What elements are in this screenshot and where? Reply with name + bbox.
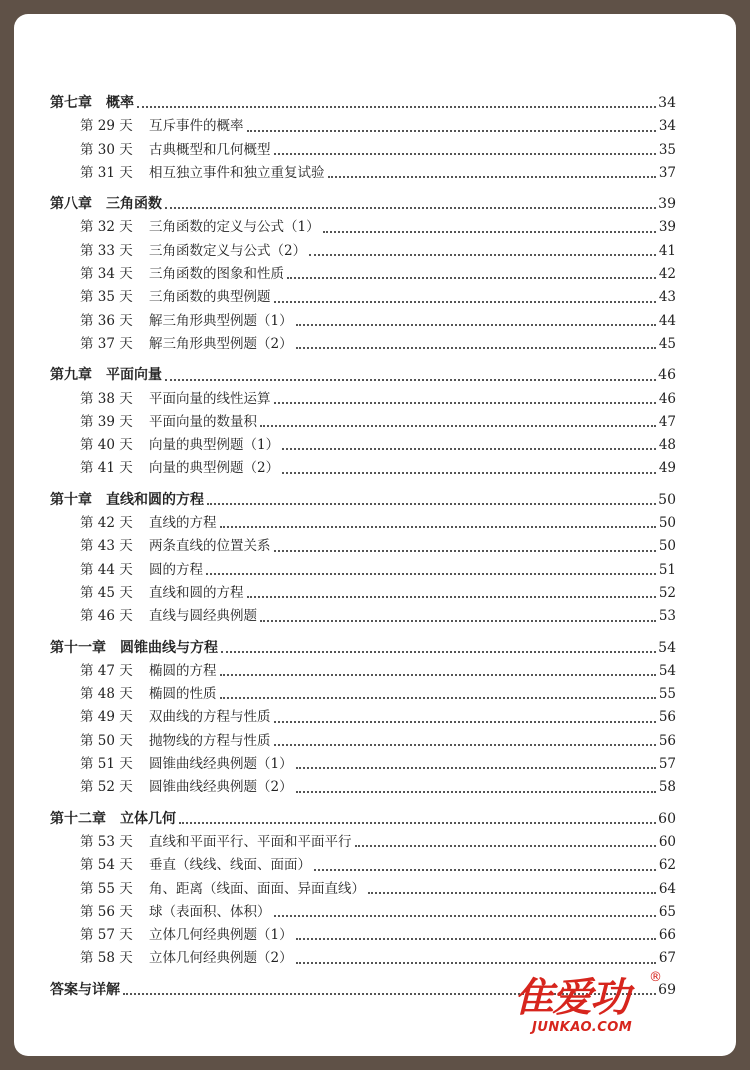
- entry-page-number: 50: [658, 538, 676, 555]
- entry-number: 第 36 天: [80, 312, 133, 329]
- entry-title: 三角函数的定义与公式（1）: [149, 219, 320, 236]
- entry-title: 互斥事件的概率: [149, 118, 244, 135]
- dot-leader: [296, 346, 656, 349]
- entry-page-number: 51: [658, 561, 676, 578]
- entry-page-number: 43: [658, 289, 676, 306]
- entry-number: 第 33 天: [80, 242, 133, 259]
- entry-page-number: 46: [658, 390, 676, 407]
- entry-title: 三角函数定义与公式（2）: [149, 242, 307, 259]
- entry-title: 球（表面积、体积）: [149, 903, 271, 920]
- entry-page-number: 37: [658, 164, 676, 181]
- entry-title: 答案与详解: [50, 981, 120, 998]
- entry-page-number: 67: [658, 950, 676, 967]
- entry-number: 第 53 天: [80, 833, 133, 850]
- entry-number: 第 41 天: [80, 460, 133, 477]
- junkao-watermark-logo: [514, 970, 664, 1046]
- chapter-entry: [50, 364, 676, 387]
- chapter-section: [50, 637, 676, 800]
- day-entry: [50, 559, 676, 582]
- entry-number: 第 56 天: [80, 903, 133, 920]
- entry-page-number: 35: [658, 141, 676, 158]
- entry-title: 相互独立事件和独立重复试验: [149, 164, 325, 181]
- day-entry: [50, 411, 676, 434]
- entry-title: 平面向量: [106, 367, 162, 384]
- entry-number: 第 47 天: [80, 662, 133, 679]
- entry-title: 解三角形典型例题（2）: [149, 335, 293, 352]
- entry-number: 第十章: [50, 491, 92, 508]
- entry-page-number: 60: [658, 810, 676, 827]
- entry-page-number: 62: [658, 857, 676, 874]
- day-entry: [50, 947, 676, 970]
- entry-page-number: 46: [658, 367, 676, 384]
- entry-number: 第 29 天: [80, 118, 133, 135]
- dot-leader: [296, 937, 656, 940]
- dot-leader: [282, 471, 656, 474]
- entry-page-number: 49: [658, 460, 676, 477]
- entry-title: 向量的典型例题（1）: [149, 437, 280, 454]
- entry-number: 第 44 天: [80, 561, 133, 578]
- day-entry: [50, 660, 676, 683]
- entry-title: 椭圆的性质: [149, 686, 217, 703]
- dot-leader: [220, 525, 657, 528]
- dot-leader: [165, 378, 656, 381]
- entry-title: 古典概型和几何概型: [149, 141, 271, 158]
- entry-title: 平面向量的线性运算: [149, 390, 271, 407]
- dot-leader: [274, 549, 657, 552]
- entry-page-number: 57: [658, 756, 676, 773]
- entry-page-number: 56: [658, 709, 676, 726]
- entry-page-number: 50: [658, 491, 676, 508]
- entry-number: 第 45 天: [80, 584, 133, 601]
- dot-leader: [179, 821, 656, 824]
- entry-page-number: 41: [658, 242, 676, 259]
- entry-number: 第 43 天: [80, 538, 133, 555]
- entry-title: 直线的方程: [149, 515, 217, 532]
- day-entry: [50, 512, 676, 535]
- entry-number: 第 50 天: [80, 732, 133, 749]
- page: [14, 14, 736, 1056]
- chapter-entry: [50, 489, 676, 512]
- chapter-section: [50, 92, 676, 185]
- chapter-section: [50, 364, 676, 480]
- entry-page-number: 52: [658, 584, 676, 601]
- day-entry: [50, 831, 676, 854]
- entry-title: 角、距离（线面、面面、异面直线）: [149, 880, 365, 897]
- chapter-section: [50, 193, 676, 356]
- entry-page-number: 54: [658, 639, 676, 656]
- dot-leader: [328, 175, 657, 178]
- entry-page-number: 34: [658, 118, 676, 135]
- entry-number: 第 40 天: [80, 437, 133, 454]
- day-entry: [50, 139, 676, 162]
- dot-leader: [274, 743, 657, 746]
- dot-leader: [137, 105, 656, 108]
- day-entry: [50, 753, 676, 776]
- dot-leader: [355, 844, 657, 847]
- dot-leader: [207, 502, 656, 505]
- dot-leader: [274, 401, 657, 404]
- entry-number: 第 42 天: [80, 515, 133, 532]
- entry-number: 第 35 天: [80, 289, 133, 306]
- dot-leader: [220, 673, 657, 676]
- chapter-section: [50, 489, 676, 629]
- day-entry: [50, 310, 676, 333]
- day-entry: [50, 216, 676, 239]
- entry-page-number: 65: [658, 903, 676, 920]
- chapter-entry: [50, 92, 676, 115]
- day-entry: [50, 854, 676, 877]
- day-entry: [50, 683, 676, 706]
- dot-leader: [165, 206, 656, 209]
- entry-page-number: 42: [658, 266, 676, 283]
- entry-number: 第八章: [50, 196, 92, 213]
- day-entry: [50, 776, 676, 799]
- logo-site-text: JUNKAO.COM: [532, 1020, 633, 1035]
- entry-number: 第 30 天: [80, 141, 133, 158]
- entry-title: 直线和圆的方程: [149, 584, 244, 601]
- day-entry: [50, 605, 676, 628]
- entry-title: 直线和圆的方程: [106, 491, 204, 508]
- day-entry: [50, 878, 676, 901]
- day-entry: [50, 535, 676, 558]
- dot-leader: [314, 868, 656, 871]
- registered-mark: ®: [649, 970, 662, 985]
- entry-number: 第 34 天: [80, 266, 133, 283]
- dot-leader: [274, 914, 657, 917]
- entry-page-number: 44: [658, 312, 676, 329]
- day-entry: [50, 730, 676, 753]
- day-entry: [50, 263, 676, 286]
- entry-page-number: 34: [658, 95, 676, 111]
- entry-number: 第七章: [50, 95, 92, 111]
- entry-title: 概率: [106, 95, 134, 111]
- dot-leader: [296, 323, 656, 326]
- dot-leader: [282, 447, 656, 450]
- entry-page-number: 50: [658, 515, 676, 532]
- dot-leader: [296, 790, 656, 793]
- entry-page-number: 64: [658, 880, 676, 897]
- entry-number: 第十一章: [50, 639, 106, 656]
- entry-title: 向量的典型例题（2）: [149, 460, 280, 477]
- dot-leader: [247, 595, 657, 598]
- dot-leader: [260, 619, 656, 622]
- entry-title: 直线与圆经典例题: [149, 608, 257, 625]
- entry-number: 第 39 天: [80, 413, 133, 430]
- entry-title: 平面向量的数量积: [149, 413, 257, 430]
- entry-title: 三角函数的图象和性质: [149, 266, 284, 283]
- entry-title: 抛物线的方程与性质: [149, 732, 271, 749]
- day-entry: [50, 333, 676, 356]
- entry-number: 第 51 天: [80, 756, 133, 773]
- entry-title: 圆锥曲线经典例题（2）: [149, 779, 293, 796]
- entry-title: 圆的方程: [149, 561, 203, 578]
- entry-page-number: 39: [658, 196, 676, 213]
- entry-number: 第 57 天: [80, 927, 133, 944]
- entry-number: 第 31 天: [80, 164, 133, 181]
- table-of-contents: [50, 92, 676, 1002]
- dot-leader: [260, 424, 656, 427]
- entry-number: 第 48 天: [80, 686, 133, 703]
- entry-page-number: 55: [658, 686, 676, 703]
- dot-leader: [296, 961, 656, 964]
- entry-title: 解三角形典型例题（1）: [149, 312, 293, 329]
- entry-page-number: 60: [658, 833, 676, 850]
- day-entry: [50, 434, 676, 457]
- chapter-entry: [50, 637, 676, 660]
- day-entry: [50, 162, 676, 185]
- entry-title: 垂直（线线、线面、面面）: [149, 857, 311, 874]
- entry-number: 第 55 天: [80, 880, 133, 897]
- entry-title: 三角函数: [106, 196, 162, 213]
- dot-leader: [296, 766, 656, 769]
- day-entry: [50, 115, 676, 138]
- logo-brand-text: 隹爱功: [514, 975, 628, 1021]
- entry-title: 直线和平面平行、平面和平面平行: [149, 833, 352, 850]
- day-entry: [50, 706, 676, 729]
- chapter-section: [50, 808, 676, 971]
- chapter-entry: [50, 808, 676, 831]
- dot-leader: [274, 152, 657, 155]
- entry-number: 第 46 天: [80, 608, 133, 625]
- entry-title: 双曲线的方程与性质: [149, 709, 271, 726]
- dot-leader: [287, 276, 656, 279]
- dot-leader: [309, 253, 656, 256]
- entry-number: 第 58 天: [80, 950, 133, 967]
- entry-page-number: 39: [658, 219, 676, 236]
- entry-number: 第十二章: [50, 810, 106, 827]
- entry-title: 圆锥曲线与方程: [120, 639, 218, 656]
- entry-number: 第九章: [50, 367, 92, 384]
- entry-page-number: 69: [658, 981, 676, 998]
- entry-page-number: 53: [658, 608, 676, 625]
- entry-page-number: 47: [658, 413, 676, 430]
- dot-leader: [247, 129, 657, 132]
- entry-number: 第 49 天: [80, 709, 133, 726]
- dot-leader: [206, 572, 656, 575]
- entry-title: 立体几何: [120, 810, 176, 827]
- dot-leader: [323, 230, 656, 233]
- dot-leader: [274, 720, 657, 723]
- day-entry: [50, 388, 676, 411]
- entry-number: 第 54 天: [80, 857, 133, 874]
- dot-leader: [220, 696, 657, 699]
- entry-title: 椭圆的方程: [149, 662, 217, 679]
- day-entry: [50, 240, 676, 263]
- day-entry: [50, 286, 676, 309]
- dot-leader: [368, 891, 656, 894]
- entry-number: 第 52 天: [80, 779, 133, 796]
- entry-title: 立体几何经典例题（1）: [149, 927, 293, 944]
- entry-page-number: 56: [658, 732, 676, 749]
- day-entry: [50, 457, 676, 480]
- dot-leader: [221, 650, 656, 653]
- entry-page-number: 58: [658, 779, 676, 796]
- entry-number: 第 38 天: [80, 390, 133, 407]
- entry-title: 圆锥曲线经典例题（1）: [149, 756, 293, 773]
- entry-title: 立体几何经典例题（2）: [149, 950, 293, 967]
- entry-title: 三角函数的典型例题: [149, 289, 271, 306]
- entry-page-number: 54: [658, 662, 676, 679]
- day-entry: [50, 582, 676, 605]
- day-entry: [50, 901, 676, 924]
- entry-page-number: 48: [658, 437, 676, 454]
- entry-title: 两条直线的位置关系: [149, 538, 271, 555]
- entry-number: 第 32 天: [80, 219, 133, 236]
- entry-page-number: 66: [658, 927, 676, 944]
- dot-leader: [274, 300, 657, 303]
- entry-page-number: 45: [658, 335, 676, 352]
- chapter-entry: [50, 193, 676, 216]
- day-entry: [50, 924, 676, 947]
- entry-number: 第 37 天: [80, 335, 133, 352]
